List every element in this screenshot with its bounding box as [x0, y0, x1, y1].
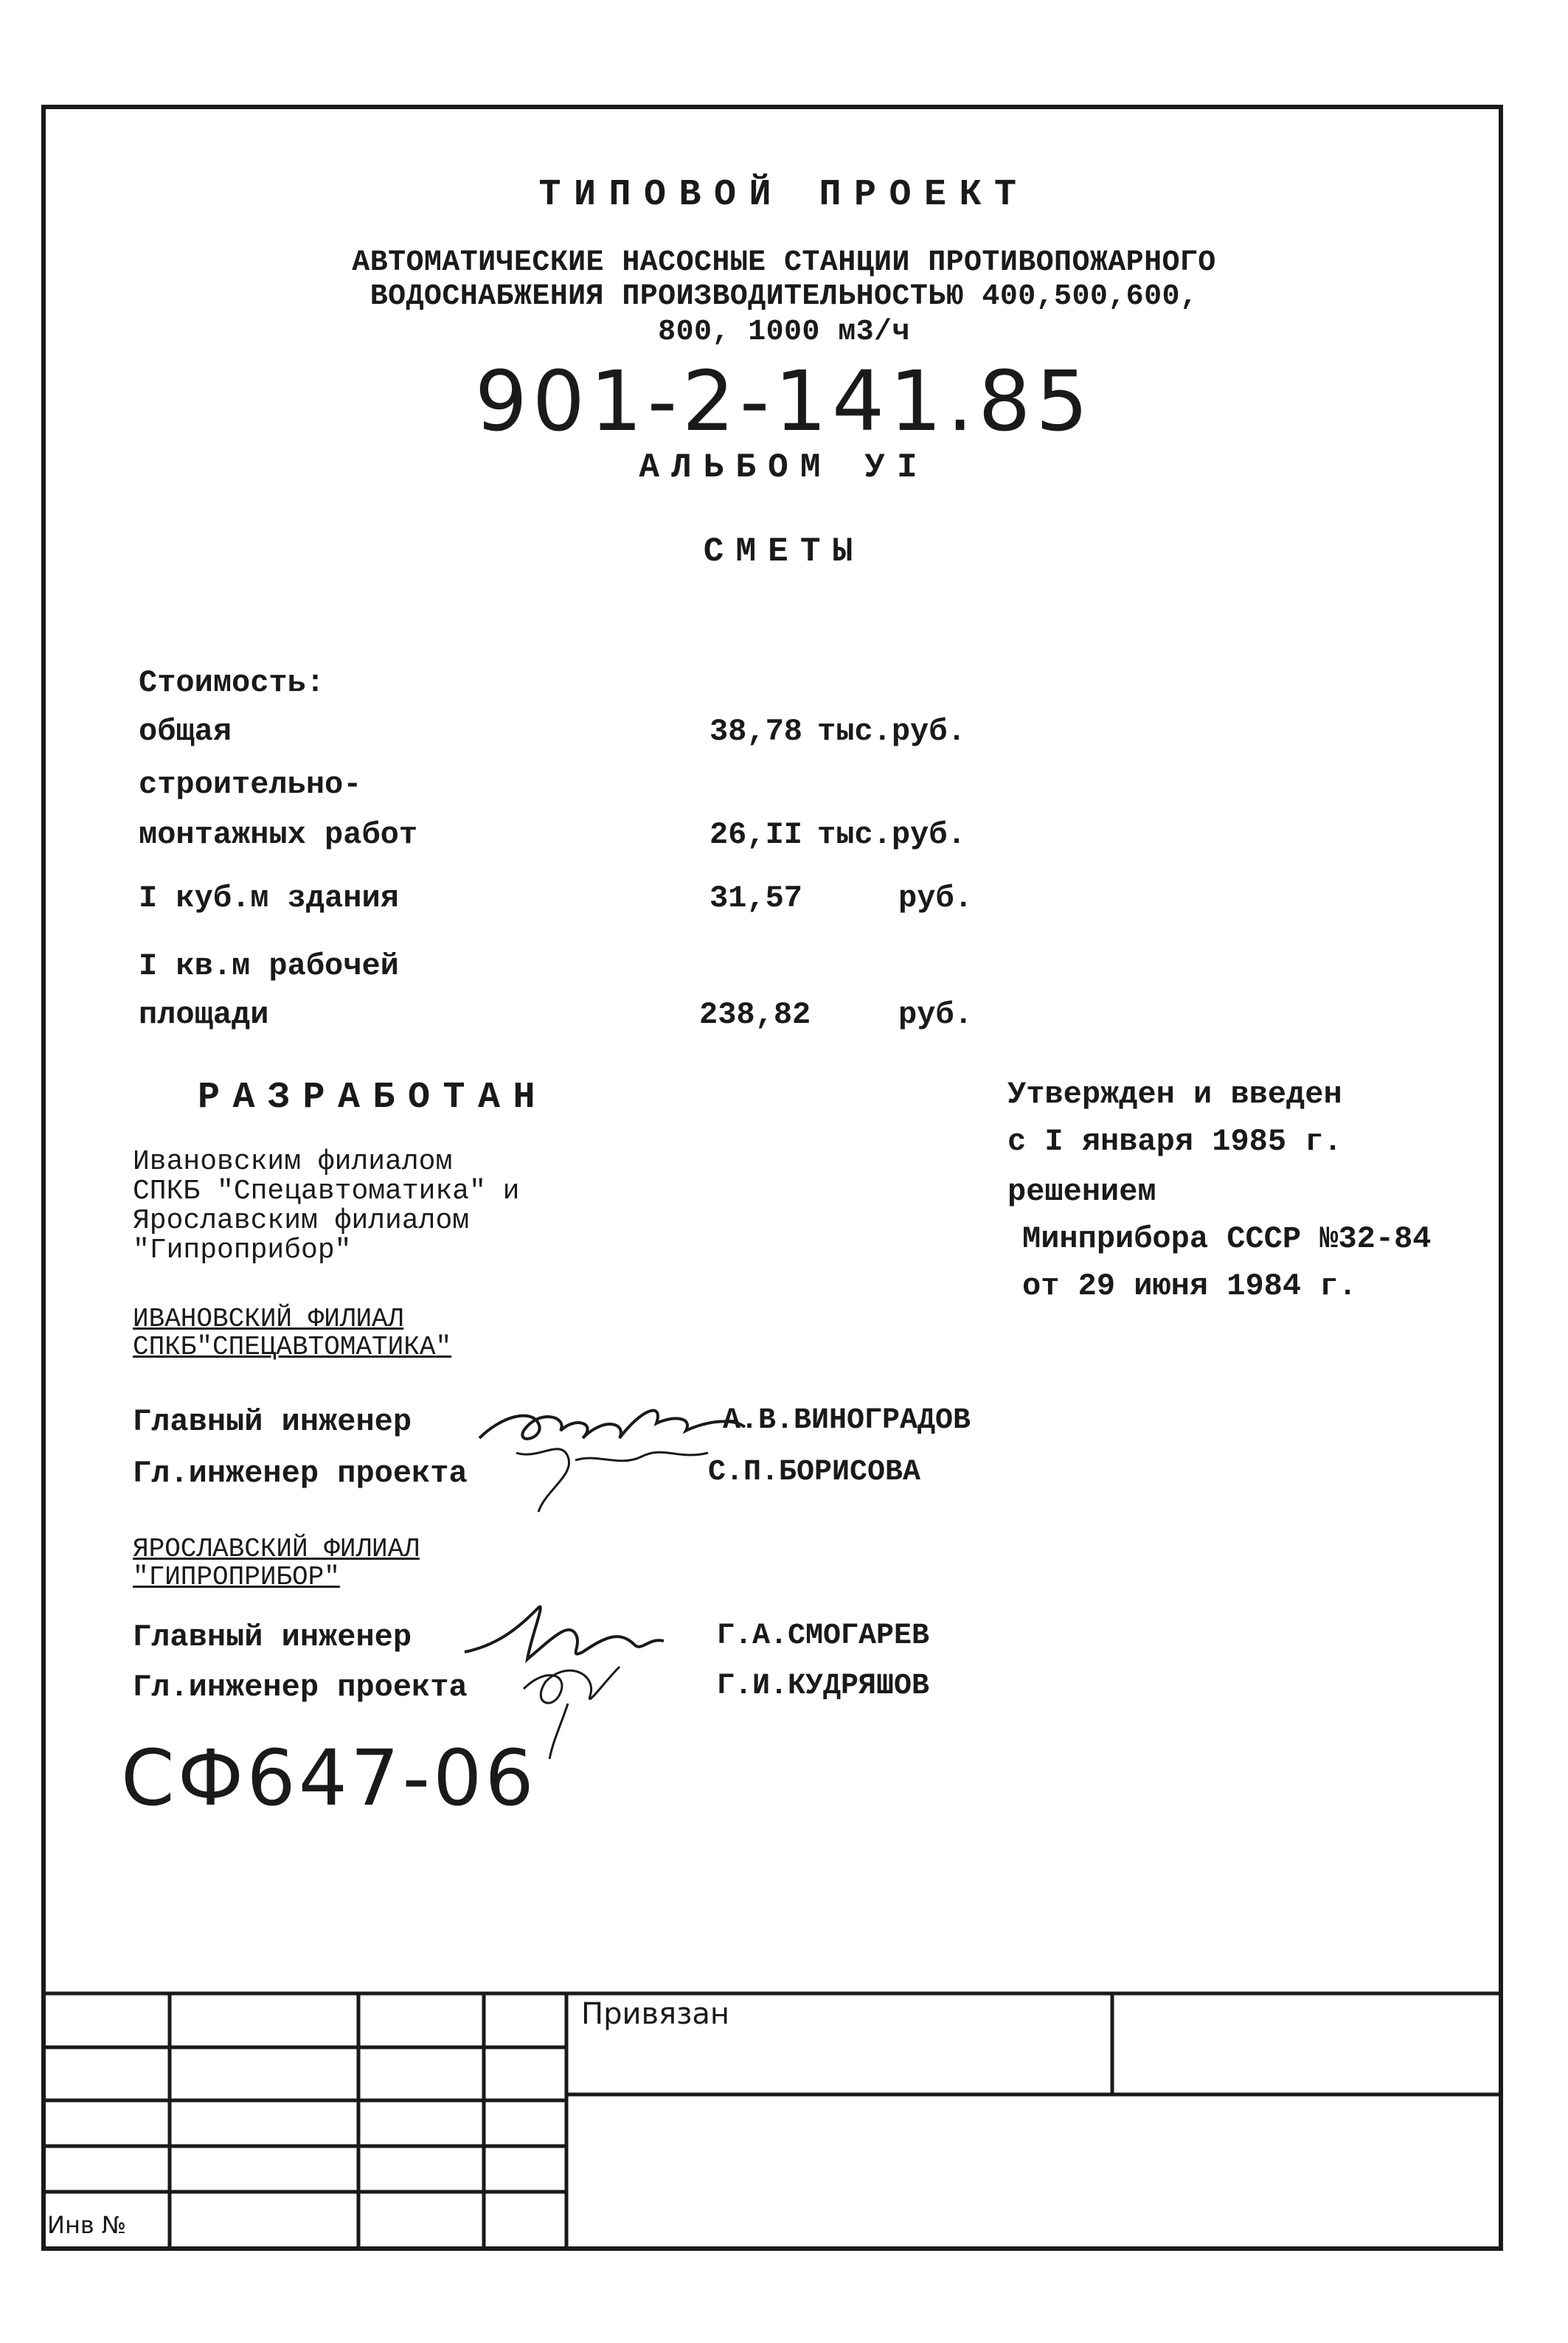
- signature-image: [472, 1372, 752, 1519]
- archive-code: СФ647-06: [121, 1733, 537, 1823]
- signer-name: Г.И.КУДРЯШОВ: [717, 1670, 930, 1703]
- developed-heading: РАЗРАБОТАН: [198, 1077, 549, 1119]
- branch-name-line: ИВАНОВСКИЙ ФИЛИАЛ: [133, 1304, 404, 1334]
- cost-unit: руб.: [898, 881, 973, 916]
- cost-heading: Стоимость:: [139, 665, 325, 701]
- subtitle-line-3: 800, 1000 м3/ч: [658, 316, 910, 349]
- approval-line: от 29 июня 1984 г.: [1022, 1268, 1357, 1304]
- signer-name: Г.А.СМОГАРЕВ: [717, 1620, 930, 1653]
- cost-unit: тыс.руб.: [817, 714, 966, 749]
- document-number: 901-2-141.85: [474, 354, 1094, 450]
- cost-unit: руб.: [898, 997, 973, 1032]
- page-title: ТИПОВОЙ ПРОЕКТ: [538, 174, 1030, 216]
- cost-label: монтажных работ: [139, 817, 418, 853]
- cost-value: 238,82: [699, 997, 811, 1032]
- branch-name-line: ЯРОСЛАВСКИЙ ФИЛИАЛ: [133, 1534, 420, 1564]
- cost-value: 31,57: [709, 881, 802, 916]
- branch-name-line: СПКБ"СПЕЦАВТОМАТИКА": [133, 1332, 452, 1362]
- cost-unit: тыс.руб.: [817, 817, 966, 853]
- cost-label: площади: [139, 997, 269, 1032]
- approval-line: решением: [1007, 1174, 1156, 1209]
- signer-name: А.В.ВИНОГРАДОВ: [723, 1404, 971, 1437]
- signer-role: Главный инженер: [133, 1404, 412, 1440]
- signer-role: Гл.инженер проекта: [133, 1456, 468, 1491]
- subtitle-line-1: АВТОМАТИЧЕСКИЕ НАСОСНЫЕ СТАНЦИИ ПРОТИВОПОЖАРНОГО: [352, 246, 1216, 280]
- developer-org-line: "Гипроприбор": [133, 1235, 352, 1266]
- section-title: СМЕТЫ: [703, 532, 865, 571]
- approval-line: Минприбора СССР №32-84: [1022, 1221, 1432, 1257]
- signer-role: Гл.инженер проекта: [133, 1670, 468, 1705]
- cost-value: 26,II: [709, 817, 802, 853]
- cost-label: I кв.м рабочей: [139, 948, 399, 984]
- cost-value: 38,78: [709, 714, 802, 749]
- title-block-table: [41, 1991, 1503, 2251]
- bound-label: Привязан: [581, 1997, 730, 2031]
- subtitle-line-2: ВОДОСНАБЖЕНИЯ ПРОИЗВОДИТЕЛЬНОСТЬЮ 400,500,600,: [370, 280, 1198, 313]
- album-label: АЛЬБОМ УI: [639, 448, 929, 487]
- cost-label: I куб.м здания: [139, 881, 399, 916]
- developer-org-line: СПКБ "Спецавтоматика" и: [133, 1176, 520, 1207]
- branch-name-line: "ГИПРОПРИБОР": [133, 1562, 340, 1592]
- developer-org-line: Ивановским филиалом: [133, 1146, 453, 1178]
- developer-org-line: Ярославским филиалом: [133, 1205, 470, 1237]
- approval-line: Утвержден и введен: [1007, 1077, 1342, 1112]
- inventory-number-label: Инв №: [47, 2211, 127, 2239]
- approval-line: с I января 1985 г.: [1007, 1124, 1342, 1159]
- cost-label: строительно-: [139, 767, 362, 802]
- signer-role: Главный инженер: [133, 1620, 412, 1655]
- signer-name: С.П.БОРИСОВА: [708, 1456, 921, 1489]
- cost-label: общая: [139, 714, 232, 749]
